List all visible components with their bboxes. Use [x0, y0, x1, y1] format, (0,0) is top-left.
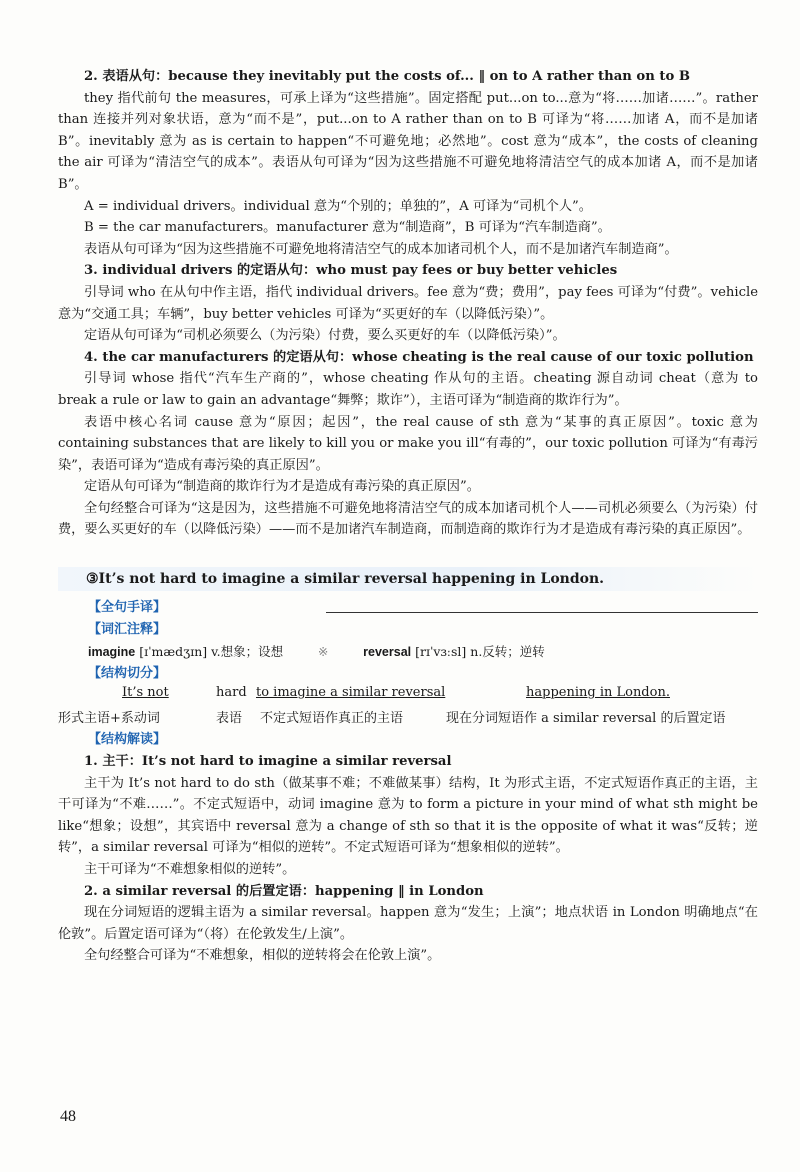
- heading-attributive-clause-manufacturers: 4. the car manufacturers 的定语从句：whose cheating is the real cause of our toxic pollution: [84, 349, 754, 365]
- translation-blank-line: [326, 612, 758, 613]
- paragraph: 全句经整合可译为“这是因为，这些措施不可避免地将清洁空气的成本加诸司机个人——司机必须要么（为污染）付费，要么买更好的车（以降低污染）——而不是加诸汽车制造商，而制造商的欺诈行为才是造成有毒污染的真正原因”。: [58, 500, 758, 538]
- structure-breakdown: [58, 685, 758, 729]
- tag-translation: 【全句手译】: [88, 600, 167, 616]
- paragraph: 全句经整合可译为“不难想象，相似的逆转将会在伦敦上演”。: [84, 948, 441, 964]
- heading-main-clause: 1. 主干：It’s not hard to imagine a similar reversal: [84, 754, 452, 770]
- heading-number: 2. 表语从句: [84, 69, 156, 84]
- paragraph: 引导词 whose 指代“汽车生产商的”，whose cheating 作从句的主语。cheating 源自动词 cheat（意为 to break a rule or law to gain an advantage“舞弊；欺诈”），主语可译为“制造商的欺诈行为”。: [58, 371, 758, 408]
- page-number: 48: [60, 1108, 76, 1125]
- vocab-row: [58, 641, 758, 663]
- vocab-entry-imagine: imagine [ɪˈmædʒɪn] v.想象；设想: [88, 644, 284, 660]
- paragraph: 表语中核心名词 cause 意为“原因；起因”，the real cause of sth 意为“某事的真正原因”。toxic 意为 containing substances that are likely to kill you or make you ill“有毒的”，our toxic pollution 可译为“有毒污染”，表语可译为“造成有毒污染的真正原因”。: [58, 414, 758, 473]
- paragraph: 主干为 It’s not hard to do sth（做某事不难；不难做某事）结构，It 为形式主语，不定式短语作真正的主语，主干可译为“不难……”。不定式短语中，动词 imagine 意为 to form a picture in your mind of what sth might be like“想象；设想”，其宾语中 reversal 意为 a change of sth so that it is the opposite of what it was“反转；逆转”，a similar reversal 可译为“相似的逆转”。不定式短语可译为“想象相似的逆转”。: [58, 775, 758, 856]
- segment-infinitive: to imagine a similar reversal: [256, 685, 446, 701]
- vocab-entry-reversal: reversal [rɪˈvɜːsl] n.反转；逆转: [363, 644, 545, 660]
- paragraph: 定语从句可译为“制造商的欺诈行为才是造成有毒污染的真正原因”。: [84, 479, 480, 495]
- tag-analysis: 【结构解读】: [88, 732, 167, 748]
- tag-vocabulary: 【词汇注释】: [88, 622, 167, 638]
- label-participle: 现在分词短语作 a similar reversal 的后置定语: [446, 711, 726, 727]
- segment-formal-subject: It’s not: [122, 685, 169, 701]
- label-predicative: 表语: [216, 711, 243, 727]
- label-formal-subject: 形式主语+系动词: [58, 711, 160, 727]
- translate-row: [58, 597, 758, 619]
- heading-attributive-clause-drivers: 3. individual drivers 的定语从句：who must pay fees or buy better vehicles: [84, 263, 618, 279]
- segment-predicative: hard: [216, 685, 247, 701]
- label-infinitive: 不定式短语作真正的主语: [260, 711, 404, 727]
- paragraph: 引导词 who 在从句中作主语，指代 individual drivers。fee 意为“费；费用”，pay fees 可译为“付费”。vehicle 意为“交通工具；车辆”，buy better vehicles 可译为“买更好的车（以降低污染）”。: [58, 284, 758, 322]
- heading-text: ：because they inevitably put the costs of... ‖ on to A rather than on to B: [155, 69, 691, 84]
- paragraph: 表语从句可译为“因为这些措施不可避免地将清洁空气的成本加诸司机个人，而不是加诸汽车制造商”。: [84, 241, 678, 257]
- paragraph: 定语从句可译为“司机必须要么（为污染）付费，要么买更好的车（以降低污染）”。: [84, 328, 566, 344]
- paragraph: 主干可译为“不难想象相似的逆转”。: [84, 862, 296, 878]
- heading-postpositive-attributive: 2. a similar reversal 的后置定语：happening ‖ in London: [84, 883, 484, 899]
- paragraph: they 指代前句 the measures，可承上译为“这些措施”。固定搭配 put...on to...意为“将……加诸……”。rather than 连接并列对象状语，意为“而不是”，put...on to A rather than on to B 可译为“将……加诸 A，而不是加诸 B”。inevitably 意为 as is certain to happen“不可避免地；必然地”。cost 意为“成本”，the costs of cleaning the air 可译为“清洁空气的成本”。表语从句可译为“因为这些措施不可避免地将清洁空气的成本加诸 A，而不是加诸 B”。: [58, 90, 758, 192]
- paragraph: A = individual drivers。individual 意为“个别的；单独的”，A 可译为“司机个人”。: [84, 198, 592, 214]
- heading-predicative-clause: [58, 66, 758, 88]
- sentence-title: ③It’s not hard to imagine a similar reversal happening in London.: [58, 567, 758, 591]
- vocab-separator: ※: [317, 644, 329, 660]
- segment-participle: happening in London.: [526, 685, 670, 701]
- paragraph: 现在分词短语的逻辑主语为 a similar reversal。happen 意为“发生；上演”；地点状语 in London 明确地点“在伦敦”。后置定语可译为“（将）在伦敦发生/上演”。: [58, 905, 758, 942]
- page-content: [58, 66, 758, 967]
- tag-structure: 【结构切分】: [88, 666, 167, 682]
- paragraph: B = the car manufacturers。manufacturer 意为“制造商”，B 可译为“汽车制造商”。: [84, 220, 611, 236]
